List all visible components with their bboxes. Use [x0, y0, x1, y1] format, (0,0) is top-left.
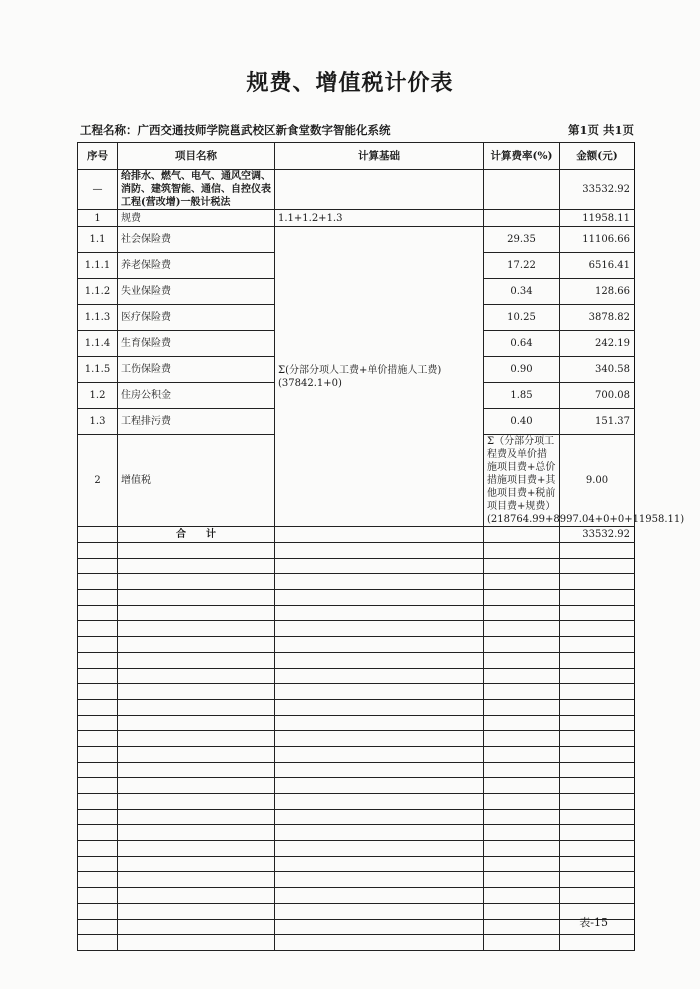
cell-empty	[484, 684, 560, 700]
empty-row	[78, 935, 635, 951]
cell-empty	[78, 746, 118, 762]
cell-empty	[484, 841, 560, 857]
cell-seq: 1.2	[78, 383, 118, 409]
cell-rate: 0.40	[484, 409, 560, 435]
cell-empty	[560, 841, 635, 857]
total-row	[78, 527, 635, 543]
cell-name: 失业保险费	[118, 279, 275, 305]
cell-amount: 6516.41	[560, 253, 635, 279]
cell-name: 增值税	[118, 435, 275, 527]
cell-empty	[484, 558, 560, 574]
cell-empty	[484, 543, 560, 559]
cell-name: 养老保险费	[118, 253, 275, 279]
cell-empty	[560, 888, 635, 904]
cell-empty	[118, 574, 275, 590]
empty-row	[78, 668, 635, 684]
cell-empty	[560, 794, 635, 810]
cell-empty	[560, 652, 635, 668]
cell-empty	[560, 668, 635, 684]
empty-row	[78, 919, 635, 935]
empty-row	[78, 558, 635, 574]
cell-name: 工伤保险费	[118, 357, 275, 383]
cell-empty	[78, 762, 118, 778]
cell-seq: 1.1.1	[78, 253, 118, 279]
cell-seq: —	[78, 170, 118, 210]
cell-name: 社会保险费	[118, 227, 275, 253]
cell-empty	[484, 856, 560, 872]
header-amount: 金额(元)	[560, 143, 635, 170]
cell-empty	[560, 778, 635, 794]
empty-row	[78, 872, 635, 888]
cell-amount: 242.19	[560, 331, 635, 357]
cell-empty	[560, 746, 635, 762]
cell-empty	[78, 605, 118, 621]
cell-empty	[78, 543, 118, 559]
cell-rate: 29.35	[484, 227, 560, 253]
project-name: 广西交通技师学院邕武校区新食堂数字智能化系统	[137, 123, 391, 137]
cell-name: 住房公积金	[118, 383, 275, 409]
cell-empty	[78, 731, 118, 747]
empty-row	[78, 856, 635, 872]
cell-empty	[78, 841, 118, 857]
cell-empty	[484, 762, 560, 778]
cell-empty	[484, 888, 560, 904]
cell-amount: 11958.11	[560, 210, 635, 227]
empty-row	[78, 778, 635, 794]
cell-amount: 151.37	[560, 409, 635, 435]
cell-empty	[118, 668, 275, 684]
cell-empty	[118, 699, 275, 715]
cell-seq: 1.3	[78, 409, 118, 435]
cell-rate: 17.22	[484, 253, 560, 279]
cell-empty	[78, 715, 118, 731]
empty-row	[78, 605, 635, 621]
project-label: 工程名称：	[80, 123, 138, 137]
cell-empty	[275, 809, 484, 825]
cell-empty	[275, 888, 484, 904]
cell-empty	[484, 668, 560, 684]
cell-empty	[560, 574, 635, 590]
cell-empty	[118, 841, 275, 857]
cell-empty	[78, 825, 118, 841]
cell-rate: 10.25	[484, 305, 560, 331]
cell-amount: 700.08	[560, 383, 635, 409]
empty-row	[78, 699, 635, 715]
cell-empty	[118, 543, 275, 559]
cell-empty	[275, 715, 484, 731]
page-title: 规费、增值税计价表	[246, 71, 454, 96]
cell-name: 生育保险费	[118, 331, 275, 357]
cell-empty	[118, 888, 275, 904]
cell-basis: 1.1+1.2+1.3	[275, 210, 484, 227]
cell-rate: 0.64	[484, 331, 560, 357]
cell-empty	[78, 621, 118, 637]
empty-row	[78, 637, 635, 653]
cell-empty	[275, 668, 484, 684]
cell-rate: 0.90	[484, 357, 560, 383]
cell-name: 给排水、燃气、电气、通风空调、消防、建筑智能、通信、自控仪表工程(营改增)一般计税法	[118, 170, 275, 210]
cell-basis	[275, 170, 484, 210]
empty-row	[78, 684, 635, 700]
cell-empty	[275, 731, 484, 747]
cell-empty	[118, 590, 275, 606]
cell-empty	[118, 794, 275, 810]
cell-empty	[118, 935, 275, 951]
table-number: 表-15	[579, 916, 608, 929]
cell-empty	[78, 872, 118, 888]
cell-empty	[275, 903, 484, 919]
header-row	[78, 143, 635, 170]
empty-row	[78, 715, 635, 731]
cell-empty	[78, 888, 118, 904]
cell-name: 医疗保险费	[118, 305, 275, 331]
cell-seq: 1.1.2	[78, 279, 118, 305]
cell-amount: 11106.66	[560, 227, 635, 253]
cell-empty	[484, 605, 560, 621]
cell-seq: 1.1	[78, 227, 118, 253]
cell-empty	[560, 590, 635, 606]
cell-empty	[78, 935, 118, 951]
cell-empty	[275, 778, 484, 794]
cell-empty	[484, 919, 560, 935]
cell-empty	[118, 825, 275, 841]
cell-empty	[78, 778, 118, 794]
empty-row	[78, 762, 635, 778]
cell-rate: 9.00	[560, 435, 635, 527]
cell-empty	[560, 935, 635, 951]
cell-empty	[275, 527, 484, 543]
cell-empty	[78, 652, 118, 668]
cell-empty	[118, 731, 275, 747]
cell-empty	[560, 856, 635, 872]
cell-empty	[484, 699, 560, 715]
cell-empty	[78, 684, 118, 700]
table-row	[78, 210, 635, 227]
cell-empty	[78, 919, 118, 935]
cell-empty	[275, 605, 484, 621]
empty-row	[78, 746, 635, 762]
empty-rows	[78, 543, 635, 951]
empty-row	[78, 903, 635, 919]
cell-empty	[78, 794, 118, 810]
cell-empty	[118, 872, 275, 888]
total-label: 合 计	[118, 527, 275, 543]
cell-empty	[560, 605, 635, 621]
cell-seq: 1.1.4	[78, 331, 118, 357]
cell-rate	[484, 210, 560, 227]
cell-empty	[78, 668, 118, 684]
cell-empty	[484, 652, 560, 668]
cell-basis: Σ（分部分项工程费及单价措施项目费+总价措施项目费+其他项目费+税前项目费+规费）(218764.99+8997.04+0+0+11958.11)	[484, 435, 560, 527]
cell-empty	[78, 809, 118, 825]
empty-row	[78, 888, 635, 904]
cell-empty	[275, 856, 484, 872]
cell-empty	[484, 872, 560, 888]
project-name-line	[80, 122, 391, 138]
cell-empty	[484, 935, 560, 951]
cell-empty	[484, 715, 560, 731]
cell-amount: 3878.82	[560, 305, 635, 331]
cell-empty	[560, 637, 635, 653]
cell-seq: 1.1.5	[78, 357, 118, 383]
cell-empty	[484, 731, 560, 747]
cell-empty	[275, 652, 484, 668]
cell-empty	[275, 684, 484, 700]
table-row	[78, 227, 635, 253]
cell-empty	[275, 621, 484, 637]
empty-row	[78, 794, 635, 810]
empty-row	[78, 809, 635, 825]
cell-empty	[78, 699, 118, 715]
cell-empty	[275, 746, 484, 762]
cell-empty	[78, 590, 118, 606]
cell-empty	[118, 919, 275, 935]
cell-empty	[118, 762, 275, 778]
empty-row	[78, 574, 635, 590]
cell-empty	[118, 715, 275, 731]
cell-empty	[118, 605, 275, 621]
cell-empty	[560, 558, 635, 574]
cell-empty	[78, 574, 118, 590]
cell-empty	[275, 574, 484, 590]
cell-seq: 2	[78, 435, 118, 527]
cell-rate: 0.34	[484, 279, 560, 305]
cell-empty	[484, 794, 560, 810]
cell-amount: 33532.92	[560, 170, 635, 210]
cell-empty	[118, 621, 275, 637]
cell-empty	[118, 856, 275, 872]
cell-empty	[275, 919, 484, 935]
cell-empty	[560, 684, 635, 700]
cell-empty	[118, 903, 275, 919]
cell-empty	[78, 527, 118, 543]
fee-table	[77, 142, 685, 951]
cell-empty	[484, 825, 560, 841]
cell-amount: 340.58	[560, 357, 635, 383]
cell-empty	[275, 543, 484, 559]
empty-row	[78, 652, 635, 668]
cell-name: 工程排污费	[118, 409, 275, 435]
header-rate: 计算费率(%)	[484, 143, 560, 170]
cell-empty	[560, 825, 635, 841]
cell-empty	[484, 621, 560, 637]
cell-empty	[484, 527, 560, 543]
cell-empty	[78, 558, 118, 574]
cell-seq: 1.1.3	[78, 305, 118, 331]
cell-empty	[484, 746, 560, 762]
cell-empty	[560, 543, 635, 559]
cell-empty	[118, 778, 275, 794]
cell-empty	[78, 856, 118, 872]
cell-empty	[560, 699, 635, 715]
cell-empty	[275, 935, 484, 951]
empty-row	[78, 825, 635, 841]
cell-empty	[560, 731, 635, 747]
cell-empty	[275, 825, 484, 841]
cell-empty	[560, 715, 635, 731]
cell-empty	[118, 558, 275, 574]
page-info: 第1页 共1页	[567, 123, 634, 137]
total-amount: 33532.92	[560, 527, 635, 543]
cell-empty	[118, 746, 275, 762]
cell-empty	[560, 872, 635, 888]
cell-empty	[275, 872, 484, 888]
cell-empty	[484, 778, 560, 794]
empty-row	[78, 621, 635, 637]
cell-empty	[275, 699, 484, 715]
header-name: 项目名称	[118, 143, 275, 170]
cell-empty	[275, 590, 484, 606]
cell-empty	[275, 558, 484, 574]
cell-empty	[560, 809, 635, 825]
cell-rate: 1.85	[484, 383, 560, 409]
cell-empty	[78, 637, 118, 653]
cell-empty	[560, 762, 635, 778]
cell-seq: 1	[78, 210, 118, 227]
cell-amount: 128.66	[560, 279, 635, 305]
cell-empty	[118, 652, 275, 668]
cell-empty	[275, 794, 484, 810]
empty-row	[78, 841, 635, 857]
cell-empty	[484, 809, 560, 825]
cell-empty	[275, 841, 484, 857]
cell-empty	[118, 684, 275, 700]
cell-empty	[275, 762, 484, 778]
empty-row	[78, 543, 635, 559]
empty-row	[78, 731, 635, 747]
header-basis: 计算基础	[275, 143, 484, 170]
cell-empty	[484, 637, 560, 653]
empty-row	[78, 590, 635, 606]
cell-empty	[275, 637, 484, 653]
cell-empty	[484, 590, 560, 606]
cell-basis-merged: Σ(分部分项人工费+单价措施人工费)(37842.1+0)	[275, 227, 484, 527]
cell-empty	[560, 621, 635, 637]
cell-name: 规费	[118, 210, 275, 227]
cell-empty	[78, 903, 118, 919]
cell-empty	[484, 574, 560, 590]
cell-rate	[484, 170, 560, 210]
table-row	[78, 170, 635, 210]
cell-empty	[118, 637, 275, 653]
cell-empty	[118, 809, 275, 825]
cell-empty	[484, 903, 560, 919]
header-seq: 序号	[78, 143, 118, 170]
